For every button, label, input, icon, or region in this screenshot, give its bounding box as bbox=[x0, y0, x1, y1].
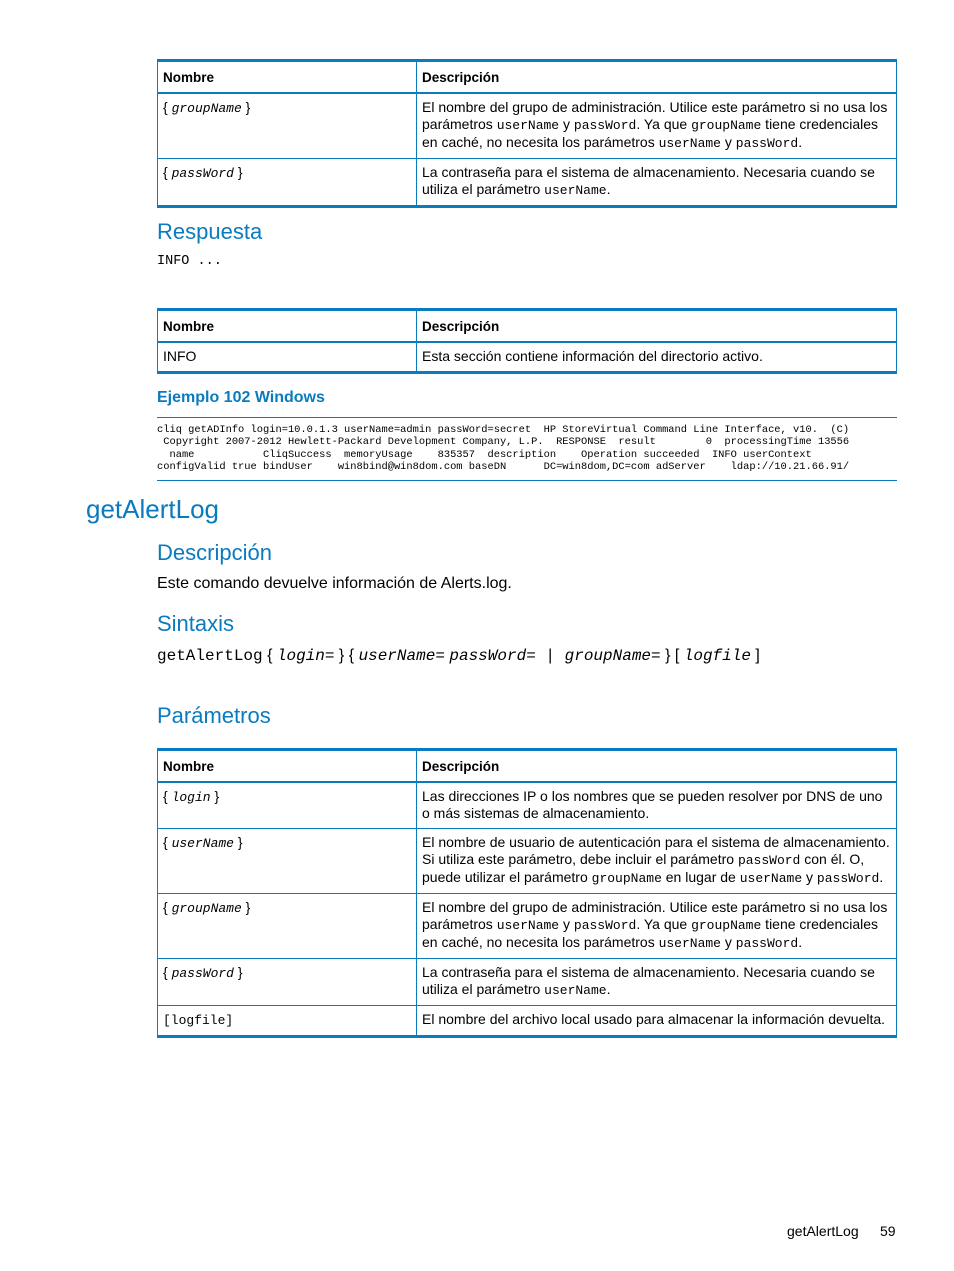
table-row bbox=[158, 342, 897, 373]
param-description-cell: Las direcciones IP o los nombres que se pueden resolver por DNS de uno o más sistemas de almacenamiento. bbox=[417, 782, 897, 829]
table-row bbox=[158, 1006, 897, 1037]
example-code: cliq getADInfo login=10.0.1.3 userName=admin passWord=secret HP StoreVirtual Command Line Interface, v10. (C) Copyright 2007-2012 Hewlett-Packard Development Company, L.P. RESPONSE result 0 processingTime 13556 name CliqSuccess memoryUsage 835357 description Operation succeeded INFO userContext configValid true bindUser win8bind@win8dom.com baseDN DC=win8dom,DC=com adServer ldap://10.21.66.91/ bbox=[157, 424, 850, 473]
col-header-description: Descripción bbox=[417, 61, 897, 94]
section-title: getAlertLog bbox=[86, 494, 219, 524]
page-number: 59 bbox=[880, 1223, 896, 1239]
param-description-cell: La contraseña para el sistema de almacenamiento. Necesaria cuando se utiliza el parámetro userName. bbox=[417, 959, 897, 1006]
respuesta-code: INFO ... bbox=[157, 254, 222, 269]
col-header-description: Descripción bbox=[417, 310, 897, 343]
param-name-cell: { userName } bbox=[158, 829, 417, 894]
params-table bbox=[157, 748, 897, 1038]
syntax-password: passWord= bbox=[449, 647, 536, 665]
param-description-cell: El nombre del grupo de administración. Utilice este parámetro si no usa los parámetros userName y passWord. Ya que groupName tiene credenciales en caché, no necesita los parámetros userName y passWord. bbox=[417, 93, 897, 159]
col-header-name: Nombre bbox=[158, 750, 417, 783]
example-top-rule bbox=[157, 417, 897, 418]
table-row bbox=[158, 829, 897, 894]
table-row bbox=[158, 782, 897, 829]
syntax-logfile: logfile bbox=[683, 647, 751, 665]
example-bottom-rule bbox=[157, 480, 897, 481]
param-name-cell: [logfile] bbox=[158, 1006, 417, 1037]
param-name-cell: { login } bbox=[158, 782, 417, 829]
param-name-cell: { passWord } bbox=[158, 959, 417, 1006]
table-row bbox=[158, 93, 897, 159]
syntax-username: userName= bbox=[358, 647, 445, 665]
response-table bbox=[157, 308, 897, 374]
param-description-cell: Esta sección contiene información del directorio activo. bbox=[417, 342, 897, 373]
syntax-command: getAlertLog bbox=[157, 647, 263, 665]
syntax-groupname: groupName= bbox=[564, 647, 661, 665]
footer-label: getAlertLog bbox=[787, 1223, 859, 1239]
col-header-description: Descripción bbox=[417, 750, 897, 783]
respuesta-heading: Respuesta bbox=[157, 219, 263, 244]
parametros-heading: Parámetros bbox=[157, 703, 271, 728]
sintaxis-heading: Sintaxis bbox=[157, 611, 235, 636]
table-row bbox=[158, 894, 897, 959]
param-description-cell: La contraseña para el sistema de almacenamiento. Necesaria cuando se utiliza el parámetro userName. bbox=[417, 159, 897, 207]
col-header-name: Nombre bbox=[158, 310, 417, 343]
param-name-cell: INFO bbox=[158, 342, 417, 373]
param-name-cell: { groupName } bbox=[158, 894, 417, 959]
table-row bbox=[158, 959, 897, 1006]
example-title: Ejemplo 102 Windows bbox=[157, 389, 325, 406]
param-name-cell: { groupName } bbox=[158, 93, 417, 159]
descripcion-text: Este comando devuelve información de Alerts.log. bbox=[157, 575, 512, 592]
col-header-name: Nombre bbox=[158, 61, 417, 94]
param-description-cell: El nombre del archivo local usado para almacenar la información devuelta. bbox=[417, 1006, 897, 1037]
descripcion-heading: Descripción bbox=[157, 540, 272, 565]
syntax-login: login= bbox=[276, 647, 335, 665]
param-name-cell: { passWord } bbox=[158, 159, 417, 207]
syntax-line: getAlertLog { login= } { userName= passWord= | groupName= } [ logfile ] bbox=[157, 647, 760, 665]
param-description-cell: El nombre del grupo de administración. Utilice este parámetro si no usa los parámetros userName y passWord. Ya que groupName tiene credenciales en caché, no necesita los parámetros userName y passWord. bbox=[417, 894, 897, 959]
top-params-table bbox=[157, 59, 897, 208]
param-description-cell: El nombre de usuario de autenticación para el sistema de almacenamiento. Si utiliza este parámetro, debe incluir el parámetro passWord con él. O, puede utilizar el parámetro groupName en lugar de userName y passWord. bbox=[417, 829, 897, 894]
table-row bbox=[158, 159, 897, 207]
